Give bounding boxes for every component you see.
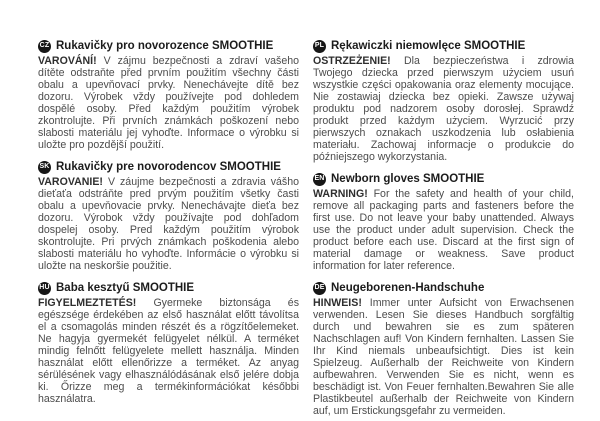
language-badge-sk: SK — [38, 161, 51, 174]
section-en-heading — [313, 172, 574, 186]
section-hu-heading — [38, 281, 299, 295]
section-de — [313, 281, 574, 417]
language-badge-hu: HU — [38, 282, 51, 295]
section-pl-text: Dla bezpieczeństwa i zdrowia Twojego dziecka przed pierwszym użyciem usuń wszystkie części opakowania oraz elementy mocujące. Nie zostawiaj dziecka bez opieki. Zawsze używaj produktu pod nadzorem osoby dorosłej. Sprawdź produkt przed każdym użyciem. Wyrzucić przy pierwszych oznakach uszkodzenia lub osłabienia materiału. Zachowaj informacje o produkcie do późniejszego wykorzystania. — [313, 55, 574, 163]
section-en-text: For the safety and health of your child, remove all packaging parts and fasteners before the first use. Do not leave your baby unattended. Always use the product under adult supervision. Check the product before each use. Discard at the first sign of material damage or weakness. Save product information for later reference. — [313, 188, 574, 272]
section-cz-text: V zájmu bezpečnosti a zdraví vašeho dítěte odstraňte před prvním použitím všechny části obalu a upevňovací prvky. Nenechávejte dítě bez dozoru. Výrobek vždy používejte pod dohledem dospělé osoby. Před každým použitím výrobek zkontrolujte. Při prvních známkách poškození nebo slabosti materiálu jej vyhoďte. Informace o výrobku si uložte pro pozdější použití. — [38, 55, 299, 151]
section-cz-title: Rukavičky pro novorozence SMOOTHIE — [56, 40, 274, 52]
section-de-heading — [313, 281, 574, 295]
section-en-warning-label: WARNING! — [313, 188, 368, 200]
section-de-title: Neugeborenen-Handschuhe — [331, 282, 485, 294]
section-pl — [313, 39, 574, 163]
section-en-body — [313, 188, 574, 272]
section-hu-text: Gyermeke biztonsága és egészsége érdekében az első használat előtt távolítsa el a csomagolás minden részét és a rögzítőelemeket. Ne hagyja gyermekét felügyelet nélkül. A terméket mindig felnőtt felügyelete mellett használja. Minden használat előtt ellenőrizze a terméket. Az anyag sérülésének vagy elhasználódásának első jelére dobja ki. Őrizze meg a termékinformációkat későbbi használatra. — [38, 297, 299, 405]
section-hu-warning-label: FIGYELMEZTETÉS! — [38, 297, 137, 309]
section-pl-body — [313, 55, 574, 163]
section-hu-body — [38, 297, 299, 405]
section-hu-title: Baba kesztyű SMOOTHIE — [56, 282, 195, 294]
left-column — [38, 39, 299, 421]
section-sk-text: V záujme bezpečnosti a zdravia vášho dieťaťa odstráňte pred prvým použitím všetky časti obalu a upevňovacie prvky. Nenechávajte dieťa bez dozoru. Výrobok vždy používajte pod dohľadom dospelej osoby. Pred každým použitím výrobok skontrolujte. Pri prvých známkach poškodenia alebo slabosti materiálu ho vyhoďte. Informácie o výrobku si uložte na neskoršie použitie. — [38, 176, 299, 272]
section-pl-title: Rękawiczki niemowlęce SMOOTHIE — [331, 40, 526, 52]
language-badge-pl: PL — [313, 40, 326, 53]
right-column — [313, 39, 574, 421]
language-badge-de: DE — [313, 282, 326, 295]
section-sk-heading — [38, 160, 299, 174]
language-badge-en: EN — [313, 173, 326, 186]
section-de-body — [313, 297, 574, 417]
section-pl-heading — [313, 39, 574, 53]
section-en-title: Newborn gloves SMOOTHIE — [331, 173, 485, 185]
section-de-warning-label: HINWEIS! — [313, 297, 362, 309]
section-sk-warning-label: VAROVANIE! — [38, 176, 103, 188]
section-cz — [38, 39, 299, 151]
section-de-text: Immer unter Aufsicht von Erwachsenen verwenden. Lesen Sie dieses Handbuch sorgfältig durch und bewahren sie es zum späteren Nachschlagen auf! Von Kindern fernhalten. Lassen Sie Ihr Kind niemals unbeaufsichtigt. Dies ist kein Spielzeug. Außerhalb der Reichweite von Kindern aufbewahren. Verwenden Sie es nicht, wenn es beschädigt ist. Von Feuer fernhalten.Bewahren Sie alle Plastikbeutel außerhalb der Reichweite von Kindern auf, um Erstickungsgefahr zu vermeiden. — [313, 297, 574, 417]
section-cz-body — [38, 55, 299, 151]
section-cz-warning-label: VAROVÁNÍ! — [38, 55, 97, 67]
language-badge-cz: CZ — [38, 40, 51, 53]
section-sk-title: Rukavičky pre novorodencov SMOOTHIE — [56, 161, 281, 173]
section-en — [313, 172, 574, 272]
section-pl-warning-label: OSTRZEŻENIE! — [313, 55, 391, 67]
section-cz-heading — [38, 39, 299, 53]
section-sk-body — [38, 176, 299, 272]
section-hu — [38, 281, 299, 405]
section-sk — [38, 160, 299, 272]
